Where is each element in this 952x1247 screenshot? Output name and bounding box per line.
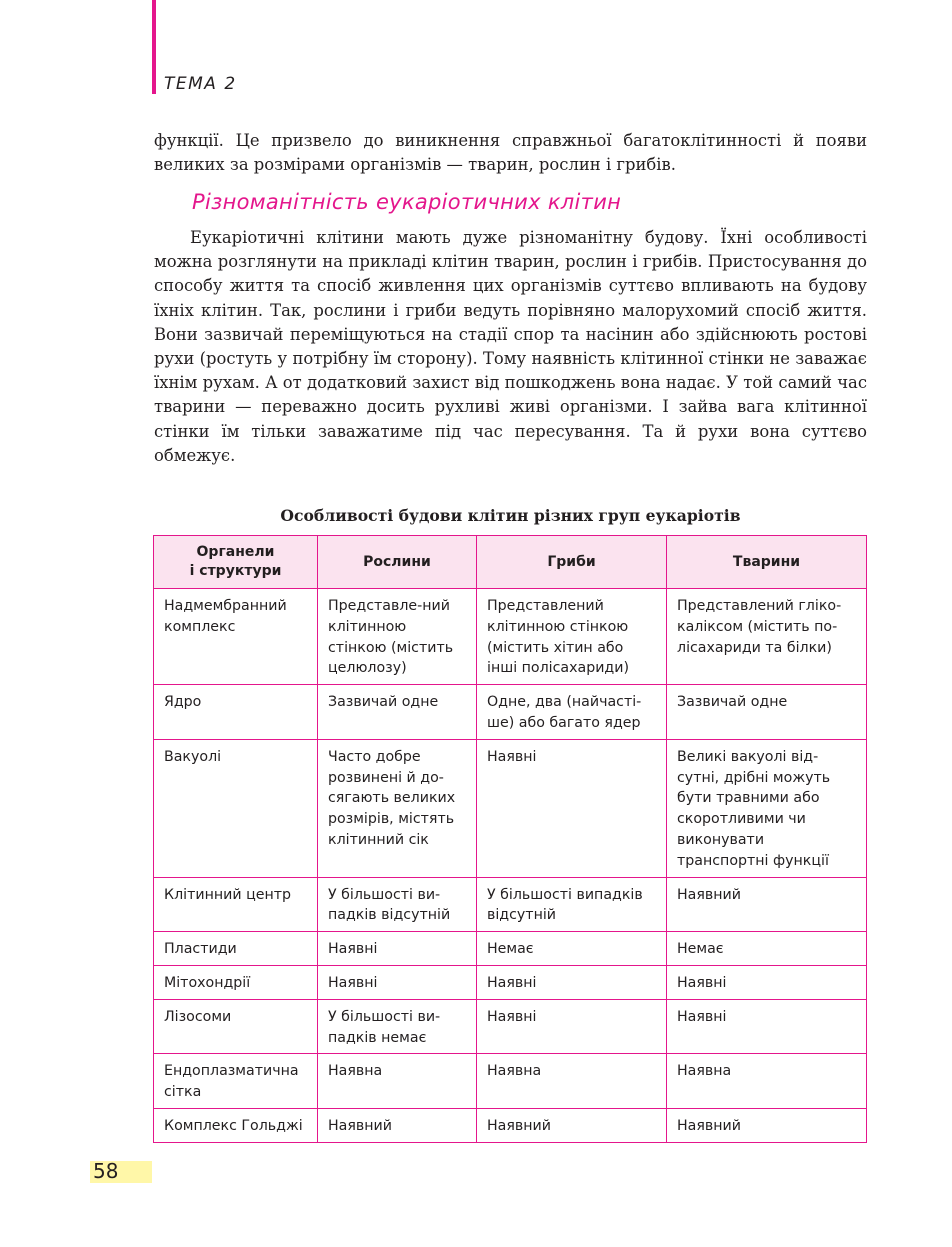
header-animals: Тварини	[667, 536, 867, 589]
table-cell: Великі вакуолі від-сутні, дрібні можуть бути травними або скоротливими чи виконувати транспортні функції	[667, 739, 867, 877]
table-row	[154, 589, 867, 685]
table-row	[154, 965, 867, 999]
table-cell: Пластиди	[154, 932, 318, 966]
table-cell: У більшості ви-падків відсутній	[318, 877, 477, 932]
table-cell: Наявні	[477, 965, 667, 999]
table-cell: Наявна	[318, 1054, 477, 1109]
table-cell: Наявні	[318, 965, 477, 999]
header-plants: Рослини	[318, 536, 477, 589]
table-cell: Наявний	[667, 877, 867, 932]
table-cell: У більшості ви-падків немає	[318, 999, 477, 1054]
table-row	[154, 1054, 867, 1109]
section-title: Різноманітність еукаріотичних клітин	[192, 190, 622, 214]
table-cell: Наявний	[318, 1108, 477, 1142]
table-row	[154, 932, 867, 966]
table-row	[154, 685, 867, 740]
header-organelles	[154, 536, 318, 589]
table-header-row	[154, 536, 867, 589]
table-cell: Наявні	[318, 932, 477, 966]
table-cell: Представле-ний клітинною стінкою (містить целюлозу)	[318, 589, 477, 685]
table-row	[154, 999, 867, 1054]
table-cell: Немає	[667, 932, 867, 966]
table-cell: Часто добре розвинені й до-сягають великих розмірів, містять клітинний сік	[318, 739, 477, 877]
table-cell: Мітохондрії	[154, 965, 318, 999]
table-cell: Лізосоми	[154, 999, 318, 1054]
table-row	[154, 1108, 867, 1142]
table-cell: Комплекс Гольджі	[154, 1108, 318, 1142]
intro-paragraph: функції. Це призвело до виникнення справжньої багатоклітинності й появи великих за розмірами організмів — тварин, рослин і грибів.	[154, 131, 867, 175]
table-cell: Немає	[477, 932, 667, 966]
table-cell: Наявні	[667, 999, 867, 1054]
theme-label: ТЕМА 2	[164, 74, 237, 94]
table-cell: Представлений гліко-каліксом (містить по-лісахариди та білки)	[667, 589, 867, 685]
table-cell: Ендоплазматична сітка	[154, 1054, 318, 1109]
table-cell: Ядро	[154, 685, 318, 740]
table-row	[154, 877, 867, 932]
table-cell: Вакуолі	[154, 739, 318, 877]
table-cell: Представлений клітинною стінкою (містить хітин або інші полісахариди)	[477, 589, 667, 685]
header-fungi: Гриби	[477, 536, 667, 589]
table-cell: Наявні	[477, 999, 667, 1054]
table-cell: Клітинний центр	[154, 877, 318, 932]
table-cell: Одне, два (найчасті-ше) або багато ядер	[477, 685, 667, 740]
header-organelles-line1: Органели	[196, 544, 275, 560]
table-cell: Надмембранний комплекс	[154, 589, 318, 685]
eukaryote-comparison-table	[153, 535, 867, 1143]
table-cell: Наявний	[477, 1108, 667, 1142]
table-caption: Особливості будови клітин різних груп еукаріотів	[280, 506, 741, 525]
table-cell: Наявна	[477, 1054, 667, 1109]
main-paragraph: Еукаріотичні клітини мають дуже різноманітну будову. Їхні особливості можна розглянути на прикладі клітин тварин, рослин і грибів. Пристосування до способу життя та спосіб живлення цих організмів суттєво впливають на будову їхніх клітин. Так, рослини і гриби ведуть порівняно малорухомий спосіб життя. Вони зазвичай переміщуються на стадії спор та насінин або здійснюють ростові рухи (ростуть у потрібну їм сторону). Тому наявність клітинної стінки не заважає їхнім рухам. А от додатковий захист від пошкоджень вона надає. У той самий час тварини — переважно досить рухливі живі організми. І зайва вага клітинної стінки їм тільки заважатиме під час пересування. Та й рухи вона суттєво обмежує.	[154, 228, 867, 465]
page-number: 58	[93, 1159, 119, 1183]
table-cell: Наявний	[667, 1108, 867, 1142]
table-cell: У більшості випадків відсутній	[477, 877, 667, 932]
header-organelles-line2: і структури	[189, 563, 282, 579]
table-cell: Зазвичай одне	[318, 685, 477, 740]
table-row	[154, 739, 867, 877]
table-cell: Наявні	[477, 739, 667, 877]
side-accent-bar	[152, 0, 156, 94]
table-cell: Наявні	[667, 965, 867, 999]
table-cell: Наявна	[667, 1054, 867, 1109]
table-cell: Зазвичай одне	[667, 685, 867, 740]
